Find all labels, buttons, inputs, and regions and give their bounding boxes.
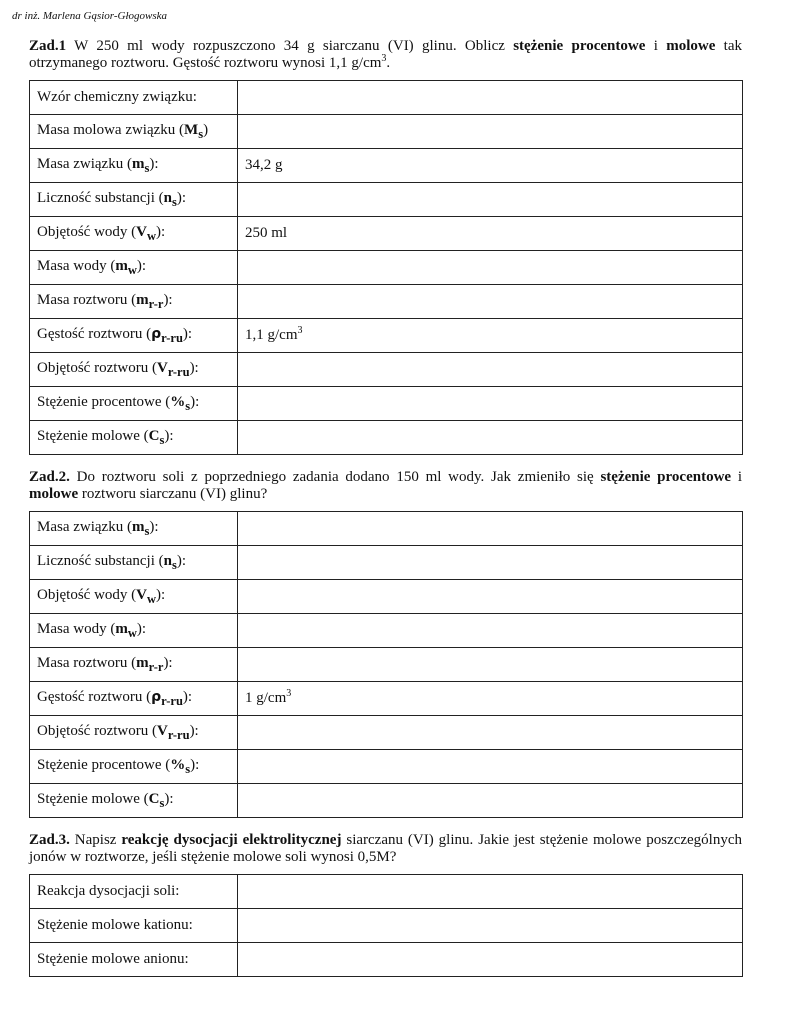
answer-cell[interactable]: [238, 421, 743, 455]
answer-cell[interactable]: [238, 319, 743, 353]
row-label-suffix: ):: [156, 223, 166, 240]
task-1-text: [29, 38, 742, 72]
quantity-subscript: s: [185, 761, 191, 776]
quantity-subscript: r-r: [148, 296, 164, 311]
row-label-suffix: ):: [176, 552, 187, 569]
row-label-text: Masa molowa związku (: [37, 121, 185, 138]
row-label-text: Masa roztworu (: [37, 291, 137, 308]
row-label-text: Masa wody (: [37, 620, 116, 637]
table-row: [30, 875, 743, 909]
task-2-text: [29, 469, 742, 503]
table-row: [30, 580, 743, 614]
table-row: [30, 512, 743, 546]
row-label-text: Liczność substancji (: [37, 552, 164, 569]
answer-cell[interactable]: [238, 648, 743, 682]
task-3-bold-term: reakcję dysocjacji elektrolitycznej: [121, 832, 342, 848]
row-label-suffix: ):: [156, 586, 166, 603]
quantity-symbol: ρ: [151, 325, 162, 342]
answer-cell[interactable]: [238, 183, 743, 217]
table-row: [30, 421, 743, 455]
answer-cell[interactable]: [238, 716, 743, 750]
task-1-text-part: i: [645, 38, 667, 54]
table-row: [30, 387, 743, 421]
row-label-text: Reakcja dysocjacji soli:: [37, 883, 180, 899]
quantity-symbol: %: [170, 393, 186, 410]
answer-value: 250 ml: [245, 225, 288, 241]
answer-value: 1,1 g/cm: [245, 327, 298, 343]
task-2-number: Zad.2.: [29, 469, 70, 485]
quantity-symbol: m: [136, 654, 149, 671]
quantity-symbol: m: [131, 518, 145, 535]
task-2-bold-term: molowe: [29, 486, 79, 502]
quantity-symbol: n: [163, 189, 172, 206]
table-row: [30, 149, 743, 183]
row-label-text: Masa związku (: [37, 155, 132, 172]
row-label-suffix: ):: [163, 654, 173, 671]
row-label: [30, 909, 238, 943]
answer-cell[interactable]: [238, 149, 743, 183]
table-row: [30, 682, 743, 716]
task-1-bold-term: molowe: [666, 38, 716, 54]
row-label-text: Stężenie procentowe (: [37, 756, 171, 773]
table-row: [30, 546, 743, 580]
answer-cell[interactable]: [238, 943, 743, 977]
row-label-text: Gęstość roztworu (: [37, 688, 152, 705]
row-label-suffix: ):: [190, 756, 200, 773]
row-label: [30, 512, 238, 546]
quantity-symbol: V: [156, 359, 168, 376]
answer-cell[interactable]: [238, 875, 743, 909]
task-2-bold-term: stężenie procentowe: [600, 469, 732, 485]
quantity-subscript: r-r: [148, 659, 164, 674]
table-row: [30, 285, 743, 319]
quantity-subscript: s: [185, 398, 191, 413]
table-row: [30, 750, 743, 784]
answer-cell[interactable]: [238, 512, 743, 546]
task-1-table: [29, 80, 743, 455]
answer-cell[interactable]: [238, 784, 743, 818]
quantity-subscript: s: [144, 160, 150, 175]
answer-value: 1 g/cm: [245, 690, 287, 706]
task-2-table: [29, 511, 743, 818]
answer-superscript: 3: [286, 688, 292, 699]
row-label-suffix: ):: [149, 518, 159, 535]
row-label: [30, 387, 238, 421]
quantity-subscript: s: [159, 795, 165, 810]
row-label-text: Objętość wody (: [37, 586, 137, 603]
quantity-subscript: s: [171, 194, 177, 209]
quantity-subscript: s: [159, 432, 165, 447]
task-1-text-part: .: [386, 55, 391, 71]
row-label-suffix: ):: [164, 790, 174, 807]
table-row: [30, 614, 743, 648]
quantity-subscript: w: [127, 625, 137, 640]
task-3-text-part: Napisz: [69, 832, 122, 848]
row-label-suffix: ):: [182, 688, 193, 705]
row-label-suffix: ):: [176, 189, 187, 206]
answer-cell[interactable]: [238, 750, 743, 784]
quantity-symbol: V: [156, 722, 168, 739]
table-row: [30, 183, 743, 217]
table-row: [30, 943, 743, 977]
row-label-suffix: ):: [163, 291, 173, 308]
row-label: [30, 217, 238, 251]
answer-cell[interactable]: [238, 251, 743, 285]
quantity-subscript: w: [147, 228, 157, 243]
author-header: dr inż. Marlena Gąsior-Głogowska: [12, 10, 168, 22]
row-label-text: Objętość roztworu (: [37, 722, 157, 739]
task-1-bold-term: stężenie procentowe: [513, 38, 646, 54]
row-label-suffix: ):: [136, 257, 147, 274]
answer-cell[interactable]: [238, 353, 743, 387]
row-label: [30, 784, 238, 818]
quantity-subscript: s: [198, 126, 204, 141]
table-row: [30, 115, 743, 149]
row-label-text: Stężenie molowe (: [37, 790, 149, 807]
table-row: [30, 784, 743, 818]
answer-cell[interactable]: [238, 614, 743, 648]
row-label: [30, 115, 238, 149]
quantity-subscript: w: [127, 262, 137, 277]
task-3-text: [29, 832, 742, 866]
row-label-text: Stężenie procentowe (: [37, 393, 171, 410]
row-label-text: Stężenie molowe anionu:: [37, 951, 189, 967]
row-label-suffix: ):: [190, 393, 200, 410]
row-label: [30, 319, 238, 353]
row-label-suffix: ):: [189, 359, 199, 376]
table-row: [30, 319, 743, 353]
row-label-text: Masa wody (: [37, 257, 116, 274]
row-label: [30, 682, 238, 716]
task-2-text-part: Do roztworu soli z poprzedniego zadania dodano 150 ml wody. Jak zmieniło się: [69, 469, 601, 485]
row-label-text: Wzór chemiczny związku:: [37, 89, 197, 105]
row-label: [30, 716, 238, 750]
quantity-subscript: r-ru: [167, 727, 190, 742]
task-1-text-part: W 250 ml wody rozpuszczono 34 g siarczanu (VI) glinu. Oblicz: [66, 38, 514, 54]
task-2-text-part: i: [731, 469, 742, 485]
row-label: [30, 353, 238, 387]
task-3-text-part: siarczanu (VI) glinu. Jakie jest stężenie molowe poszczególnych jonów w roztworze, jeśli stężenie molowe soli wynosi 0,5M?: [29, 832, 742, 865]
task-1-number: Zad.1: [29, 38, 67, 54]
quantity-subscript: r-ru: [161, 693, 183, 708]
quantity-subscript: s: [144, 523, 150, 538]
task-3-table: [29, 874, 743, 977]
row-label: [30, 943, 238, 977]
quantity-symbol: ρ: [151, 688, 162, 705]
table-row: [30, 909, 743, 943]
quantity-subscript: w: [147, 591, 157, 606]
task-1-superscript: 3: [381, 53, 387, 64]
table-row: [30, 81, 743, 115]
row-label: [30, 614, 238, 648]
answer-cell[interactable]: [238, 580, 743, 614]
row-label-suffix: ):: [189, 722, 199, 739]
row-label-suffix: ):: [136, 620, 147, 637]
row-label-text: Masa związku (: [37, 518, 132, 535]
row-label-text: Objętość roztworu (: [37, 359, 157, 376]
task-2-text-part: roztworu siarczanu (VI) glinu?: [78, 486, 268, 502]
answer-superscript: 3: [297, 325, 303, 336]
row-label: [30, 81, 238, 115]
row-label: [30, 546, 238, 580]
quantity-symbol: V: [136, 586, 147, 603]
quantity-symbol: C: [148, 427, 160, 444]
answer-cell[interactable]: [238, 217, 743, 251]
row-label-suffix: ):: [182, 325, 193, 342]
task-3-number: Zad.3.: [29, 832, 70, 848]
row-label-text: Masa roztworu (: [37, 654, 137, 671]
table-row: [30, 251, 743, 285]
table-row: [30, 353, 743, 387]
row-label-text: Objętość wody (: [37, 223, 137, 240]
quantity-subscript: r-ru: [161, 330, 183, 345]
answer-cell[interactable]: [238, 115, 743, 149]
answer-cell[interactable]: [238, 909, 743, 943]
answer-cell[interactable]: [238, 81, 743, 115]
quantity-symbol: C: [148, 790, 160, 807]
row-label: [30, 648, 238, 682]
quantity-symbol: %: [170, 756, 186, 773]
quantity-symbol: m: [136, 291, 149, 308]
table-row: [30, 648, 743, 682]
row-label-text: Stężenie molowe kationu:: [37, 917, 193, 933]
answer-cell[interactable]: [238, 387, 743, 421]
row-label-suffix: ):: [149, 155, 159, 172]
row-label: [30, 183, 238, 217]
row-label-text: Gęstość roztworu (: [37, 325, 152, 342]
table-row: [30, 217, 743, 251]
task-1-text-part: tak otrzymanego roztworu. Gęstość roztworu wynosi 1,1 g/cm: [29, 38, 743, 71]
answer-cell[interactable]: [238, 285, 743, 319]
quantity-symbol: n: [163, 552, 172, 569]
quantity-symbol: m: [115, 257, 128, 274]
row-label-text: Stężenie molowe (: [37, 427, 149, 444]
row-label: [30, 580, 238, 614]
row-label: [30, 750, 238, 784]
quantity-symbol: m: [115, 620, 128, 637]
quantity-symbol: m: [131, 155, 145, 172]
row-label-text: Liczność substancji (: [37, 189, 164, 206]
quantity-symbol: M: [184, 121, 199, 138]
row-label: [30, 421, 238, 455]
row-label: [30, 251, 238, 285]
table-row: [30, 716, 743, 750]
row-label: [30, 149, 238, 183]
quantity-symbol: V: [136, 223, 147, 240]
answer-cell[interactable]: [238, 682, 743, 716]
row-label-suffix: ):: [164, 427, 174, 444]
answer-cell[interactable]: [238, 546, 743, 580]
quantity-subscript: s: [171, 557, 177, 572]
row-label: [30, 285, 238, 319]
quantity-subscript: r-ru: [167, 364, 190, 379]
row-label-suffix: ): [203, 121, 209, 138]
answer-value: 34,2 g: [245, 157, 283, 173]
row-label: [30, 875, 238, 909]
